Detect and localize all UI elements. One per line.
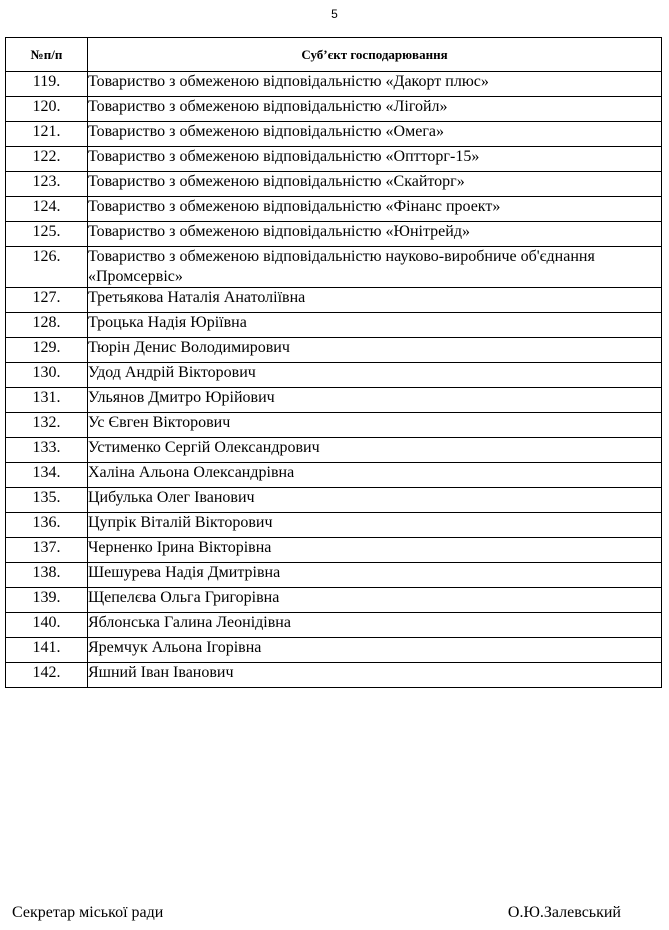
registry-table (5, 37, 662, 688)
row-subject: Ульянов Дмитро Юрійович (88, 388, 662, 413)
row-subject: Троцька Надія Юріївна (88, 313, 662, 338)
table-row (6, 247, 662, 288)
row-number: 126. (6, 247, 88, 288)
column-header-subject: Суб’єкт господарювання (88, 38, 662, 72)
row-number: 141. (6, 638, 88, 663)
row-number: 133. (6, 438, 88, 463)
table-header-row (6, 38, 662, 72)
table-row (6, 563, 662, 588)
row-number: 121. (6, 122, 88, 147)
table-row (6, 313, 662, 338)
row-number: 138. (6, 563, 88, 588)
row-subject: Товариство з обмеженою відповідальністю «Фінанс проект» (88, 197, 662, 222)
row-subject: Цибулька Олег Іванович (88, 488, 662, 513)
row-number: 131. (6, 388, 88, 413)
table-row (6, 488, 662, 513)
row-number: 122. (6, 147, 88, 172)
table-row (6, 513, 662, 538)
table-row (6, 288, 662, 313)
table-row (6, 197, 662, 222)
row-subject: Ус Євген Вікторович (88, 413, 662, 438)
table-row (6, 413, 662, 438)
row-number: 123. (6, 172, 88, 197)
row-number: 142. (6, 663, 88, 688)
row-number: 139. (6, 588, 88, 613)
row-subject: Тюрін Денис Володимирович (88, 338, 662, 363)
column-header-number: №п/п (6, 38, 88, 72)
row-subject: Товариство з обмеженою відповідальністю «Юнітрейд» (88, 222, 662, 247)
table-row (6, 538, 662, 563)
row-subject: Яшний Іван Іванович (88, 663, 662, 688)
row-subject: Черненко Ірина Вікторівна (88, 538, 662, 563)
table-row (6, 172, 662, 197)
row-subject: Товариство з обмеженою відповідальністю «Оптторг-15» (88, 147, 662, 172)
signatory-name: О.Ю.Залевський (507, 904, 621, 921)
row-number: 129. (6, 338, 88, 363)
table-row (6, 222, 662, 247)
row-number: 134. (6, 463, 88, 488)
row-number: 128. (6, 313, 88, 338)
row-subject: Щепелєва Ольга Григорівна (88, 588, 662, 613)
table-row (6, 588, 662, 613)
table-row (6, 663, 662, 688)
table-row (6, 613, 662, 638)
row-subject: Товариство з обмеженою відповідальністю науково-виробниче об'єднання «Промсервіс» (88, 247, 662, 288)
row-number: 136. (6, 513, 88, 538)
row-subject: Устименко Сергій Олександрович (88, 438, 662, 463)
page-number: 5 (331, 7, 338, 21)
row-number: 135. (6, 488, 88, 513)
row-subject: Товариство з обмеженою відповідальністю «Дакорт плюс» (88, 72, 662, 97)
row-number: 127. (6, 288, 88, 313)
row-subject: Товариство з обмеженою відповідальністю «Лігойл» (88, 97, 662, 122)
row-subject: Яремчук Альона Ігорівна (88, 638, 662, 663)
row-number: 130. (6, 363, 88, 388)
row-subject: Шешурева Надія Дмитрівна (88, 563, 662, 588)
table-row (6, 147, 662, 172)
row-number: 125. (6, 222, 88, 247)
row-number: 120. (6, 97, 88, 122)
row-subject: Третьякова Наталія Анатоліївна (88, 288, 662, 313)
table-row (6, 388, 662, 413)
secretary-title: Секретар міської ради (12, 904, 164, 921)
row-subject: Товариство з обмеженою відповідальністю «Омега» (88, 122, 662, 147)
row-subject: Цупрік Віталій Вікторович (88, 513, 662, 538)
row-number: 140. (6, 613, 88, 638)
table-row (6, 463, 662, 488)
table-row (6, 72, 662, 97)
table-row (6, 338, 662, 363)
row-number: 124. (6, 197, 88, 222)
row-number: 119. (6, 72, 88, 97)
table-row (6, 97, 662, 122)
row-subject: Халіна Альона Олександрівна (88, 463, 662, 488)
row-subject: Удод Андрій Вікторович (88, 363, 662, 388)
row-subject: Товариство з обмеженою відповідальністю «Скайторг» (88, 172, 662, 197)
row-subject: Яблонська Галина Леонідівна (88, 613, 662, 638)
table-row (6, 638, 662, 663)
table-row (6, 438, 662, 463)
table-row (6, 122, 662, 147)
row-number: 132. (6, 413, 88, 438)
table-row (6, 363, 662, 388)
row-number: 137. (6, 538, 88, 563)
